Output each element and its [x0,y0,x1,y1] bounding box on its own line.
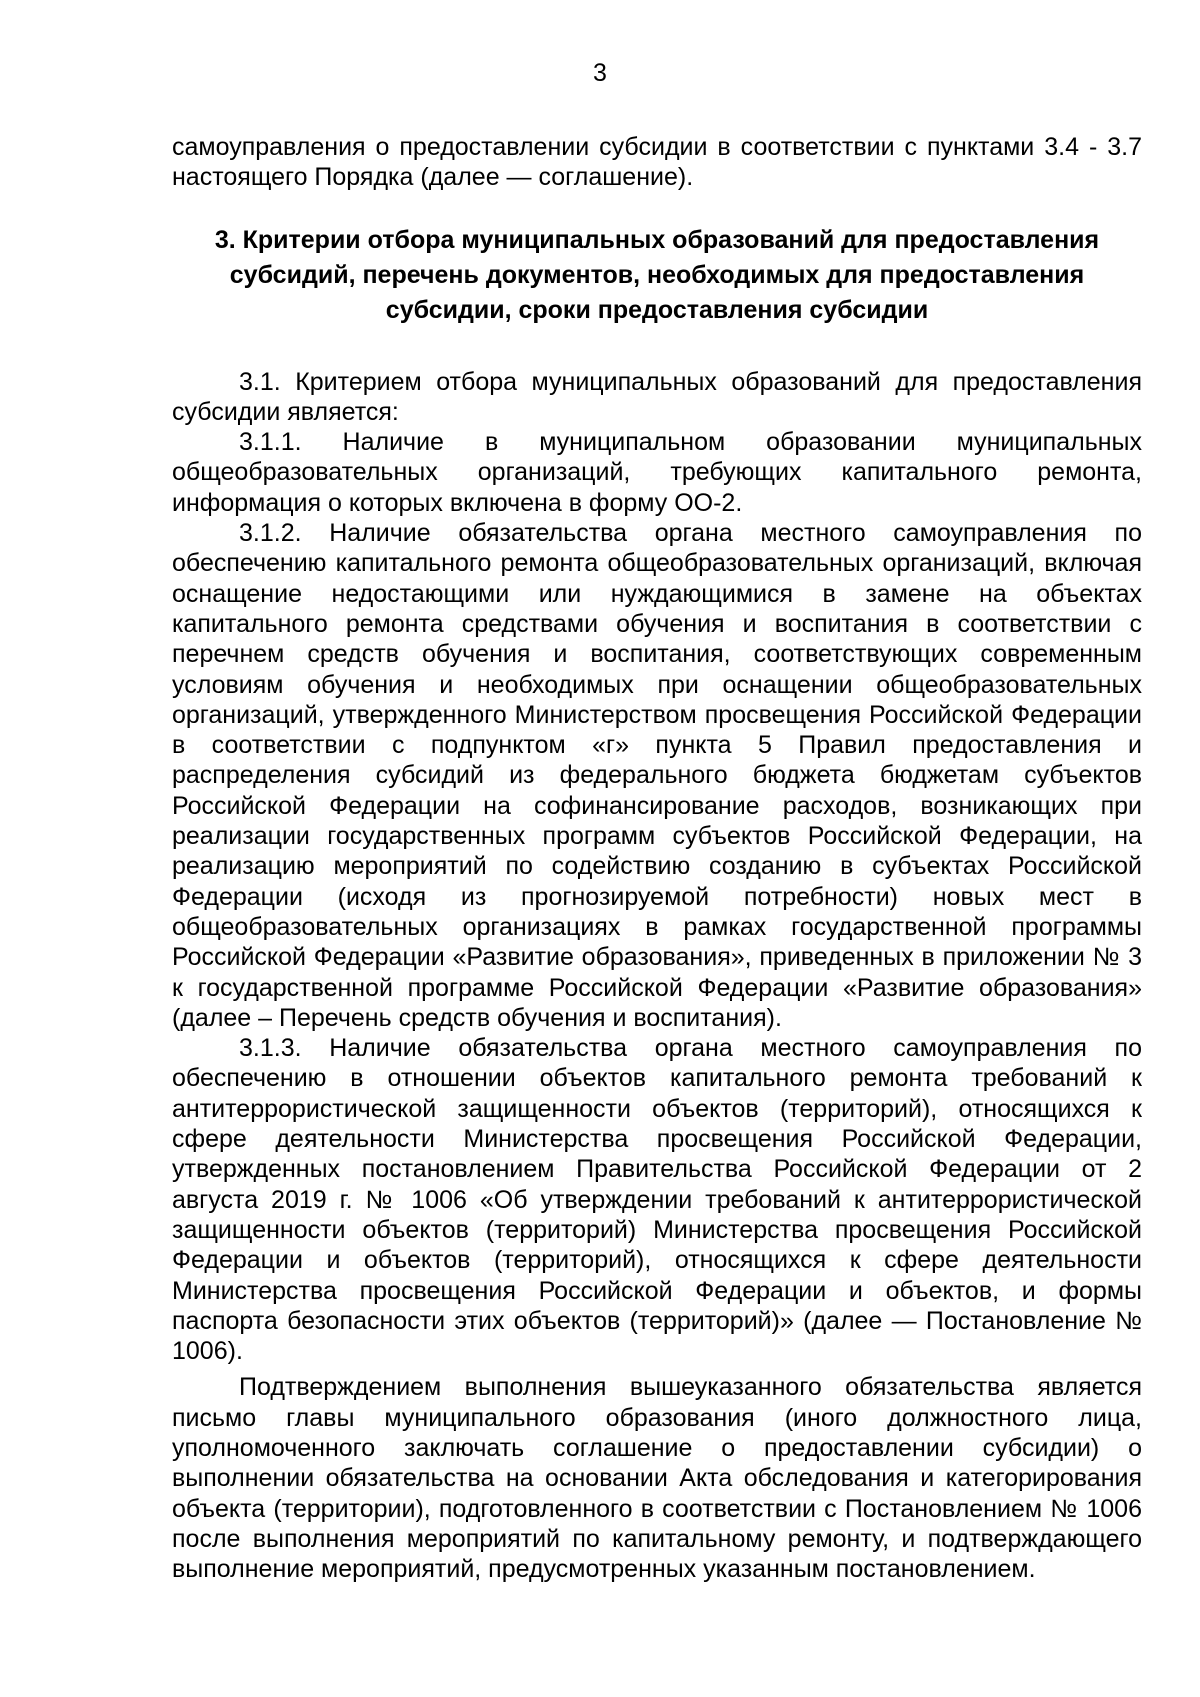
paragraph-3-1-3: 3.1.3. Наличие обязательства органа местного самоуправления по обеспечению в отношении объектов капитального ремонта требований к антитеррористической защищенности объектов (территорий), относящихся к сфере деятельности Министерства просвещения Российской Федерации, утвержденных постановлением Правительства Российской Федерации от 2 августа 2019 г. № 1006 «Об утверждении требований к антитеррористической защищенности объектов (территорий) Министерства просвещения Российской Федерации и объектов (территорий), относящихся к сфере деятельности Министерства просвещения Российской Федерации и объектов, и формы паспорта безопасности этих объектов (территорий)» (далее — Постановление № 1006). [172,1034,1142,1366]
section-heading: 3. Критерии отбора муниципальных образований для предоставления субсидий, перечень документов, необходимых для предоставления субсидии, сроки предоставления субсидии [214,225,1100,324]
intro-paragraph: самоуправления о предоставлении субсидии в соответствии с пунктами 3.4 - 3.7 настоящего Порядка (далее — соглашение). [172,133,1142,192]
paragraph-3-1-1: 3.1.1. Наличие в муниципальном образовании муниципальных общеобразовательных организаций, требующих капитального ремонта, информация о которых включена в форму ОО-2. [172,428,1142,517]
document-body [172,132,1142,1584]
paragraph-confirmation: Подтверждением выполнения вышеуказанного обязательства является письмо главы муниципального образования (иного должностного лица, уполномоченного заключать соглашение о предоставлении субсидии) о выполнении обязательства на основании Акта обследования и категорирования объекта (территории), подготовленного в соответствии с Постановлением № 1006 после выполнения мероприятий по капитальному ремонту, и подтверждающего выполнение мероприятий, предусмотренных указанным постановлением. [172,1373,1142,1584]
paragraph-3-1-2: 3.1.2. Наличие обязательства органа местного самоуправления по обеспечению капитального ремонта общеобразовательных организаций, включая оснащение недостающими или нуждающимися в замене на объектах капитального ремонта средствами обучения и воспитания в соответствии с перечнем средств обучения и воспитания, соответствующих современным условиям обучения и необходимых при оснащении общеобразовательных организаций, утвержденного Министерством просвещения Российской Федерации в соответствии с подпунктом «г» пункта 5 Правил предоставления и распределения субсидий из федерального бюджета бюджетам субъектов Российской Федерации на софинансирование расходов, возникающих при реализации государственных программ субъектов Российской Федерации, на реализацию мероприятий по содействию созданию в субъектах Российской Федерации (исходя из прогнозируемой потребности) новых мест в общеобразовательных организациях в рамках государственной программы Российской Федерации «Развитие образования», приведенных в приложении № 3 к государственной программе Российской Федерации «Развитие образования» (далее – Перечень средств обучения и воспитания). [172,519,1142,1032]
paragraph-3-1: 3.1. Критерием отбора муниципальных образований для предоставления субсидии является: [172,367,1142,426]
page-number: 3 [593,59,607,87]
